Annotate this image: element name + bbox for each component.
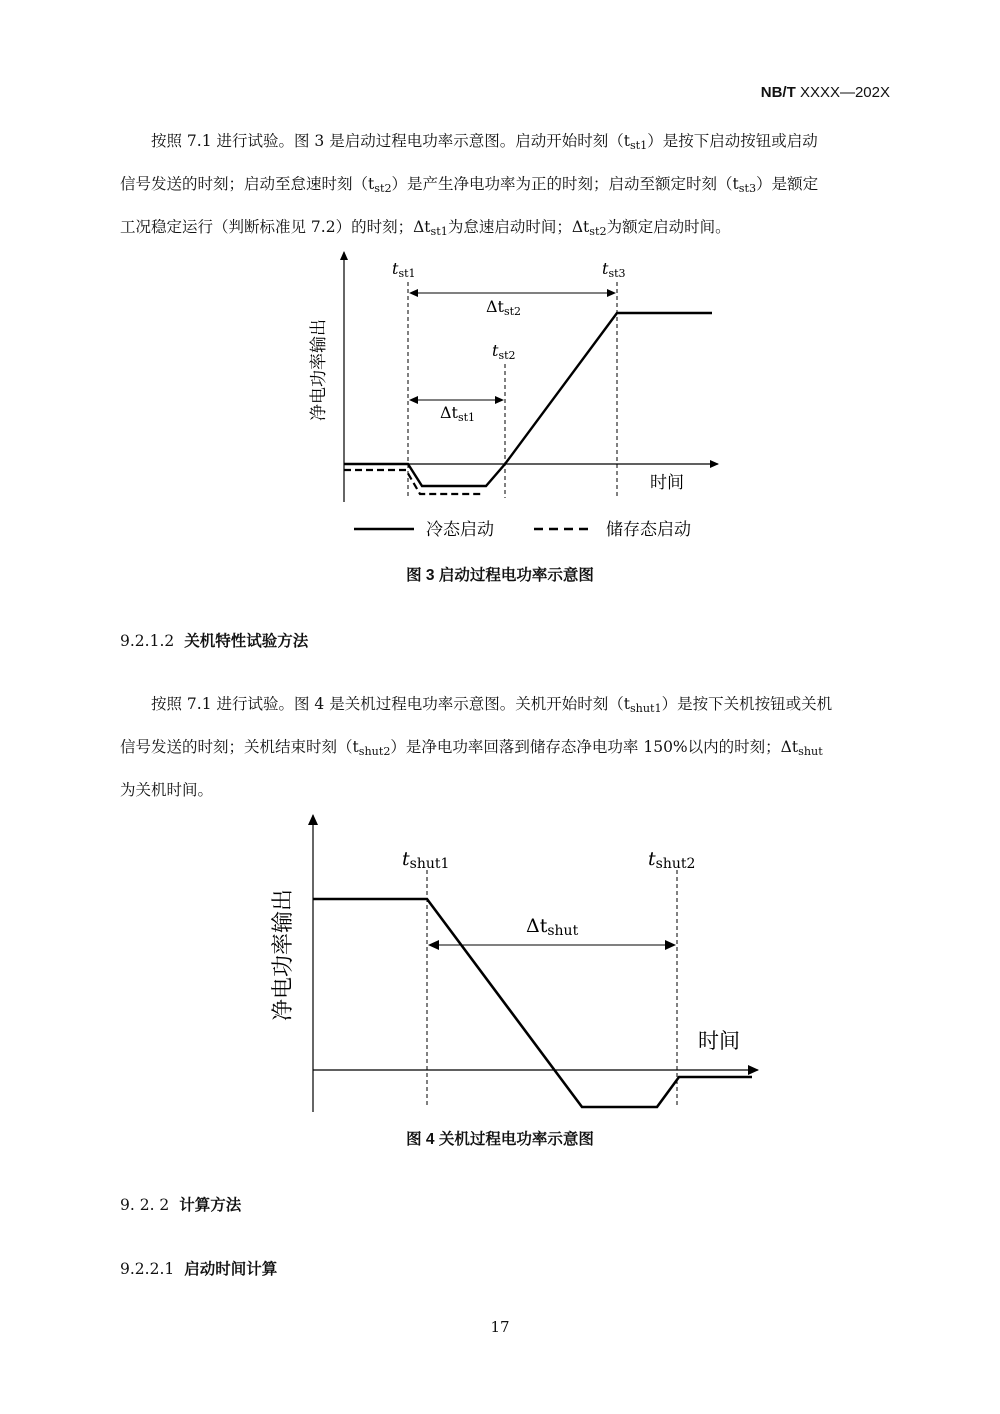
paragraph-startup (120, 122, 910, 250)
p1-line3-sub: st1 (430, 224, 448, 238)
p1-line3b: 为怠速启动时间；Δt (447, 217, 590, 236)
p1-line2c: ）是额定 (756, 174, 819, 193)
p2-line1b: ）是按下关机按钮或关机 (661, 695, 833, 713)
dtshut-label: Δtshut (526, 915, 579, 939)
tst2-label: tst2 (492, 341, 516, 362)
p1-line1: 按照 7.1 进行试验。图 3 是启动过程电功率示意图。启动开始时刻（t (151, 132, 630, 150)
p2-line2-sub: shut2 (358, 744, 391, 758)
paragraph-shutdown (120, 685, 910, 810)
tshut1-label: tshut1 (402, 848, 450, 872)
dtst2-label: Δtst2 (486, 297, 522, 318)
p2-line2a: 信号发送的时刻；关机结束时刻（t (120, 737, 359, 756)
y-axis-label: 净电功率输出 (309, 319, 329, 421)
p1-line3a: 工况稳定运行（判断标准见 7.2）的时刻；Δt (120, 217, 431, 236)
p1-line2b: ）是产生净电功率为正的时刻；启动至额定时刻（t (391, 174, 739, 193)
p2-line2b: ）是净电功率回落到储存态净电功率 150%以内的时刻；Δt (390, 737, 799, 756)
tst1-label: tst1 (392, 259, 416, 280)
tst3-label: tst3 (602, 259, 626, 280)
p2-line2-sub2: shut (798, 744, 823, 758)
figure-3-startup-diagram (0, 240, 1000, 550)
cold-start-curve (344, 313, 712, 486)
p1-line2-sub2: st3 (738, 181, 757, 195)
p2-line1-sub: shut1 (629, 701, 662, 715)
p1-line3c: 为额定启动时间。 (606, 217, 731, 236)
p2-line1a: 按照 7.1 进行试验。图 4 是关机过程电功率示意图。关机开始时刻（t (151, 695, 630, 713)
figure-4-caption: 图 4 关机过程电功率示意图 (406, 1131, 594, 1148)
p2-line3: 为关机时间。 (120, 780, 214, 799)
standard-prefix: NB/T (760, 84, 796, 101)
figure-4-shutdown-diagram (0, 805, 1000, 1120)
x-axis-label: 时间 (698, 1029, 740, 1053)
dtst1-label: Δtst1 (440, 403, 476, 424)
document-code (700, 84, 890, 101)
x-axis-label: 时间 (650, 473, 684, 493)
p1-line3-sub2: st2 (589, 224, 607, 238)
section-9-2-2: 9. 2. 2 计算方法 (120, 1196, 242, 1214)
page-number: 17 (490, 1318, 510, 1336)
section-9-2-2-1: 9.2.2.1 启动时间计算 (120, 1260, 278, 1278)
legend-solid-label: 冷态启动 (426, 520, 494, 540)
standard-number: XXXX—202X (799, 84, 890, 101)
y-axis-label: 净电功率输出 (271, 888, 296, 1022)
p1-line1-end: ）是按下启动按钮或启动 (647, 132, 818, 150)
legend-dashed-label: 储存态启动 (606, 520, 691, 540)
p1-line2a: 信号发送的时刻；启动至怠速时刻（t (120, 174, 375, 193)
p1-line2-sub: st2 (374, 181, 392, 195)
section-9-2-1-2: 9.2.1.2 关机特性试验方法 (120, 632, 309, 650)
tshut2-label: tshut2 (648, 848, 696, 872)
p1-line1-sub: st1 (629, 138, 648, 152)
figure-3-caption: 图 3 启动过程电功率示意图 (406, 567, 594, 584)
